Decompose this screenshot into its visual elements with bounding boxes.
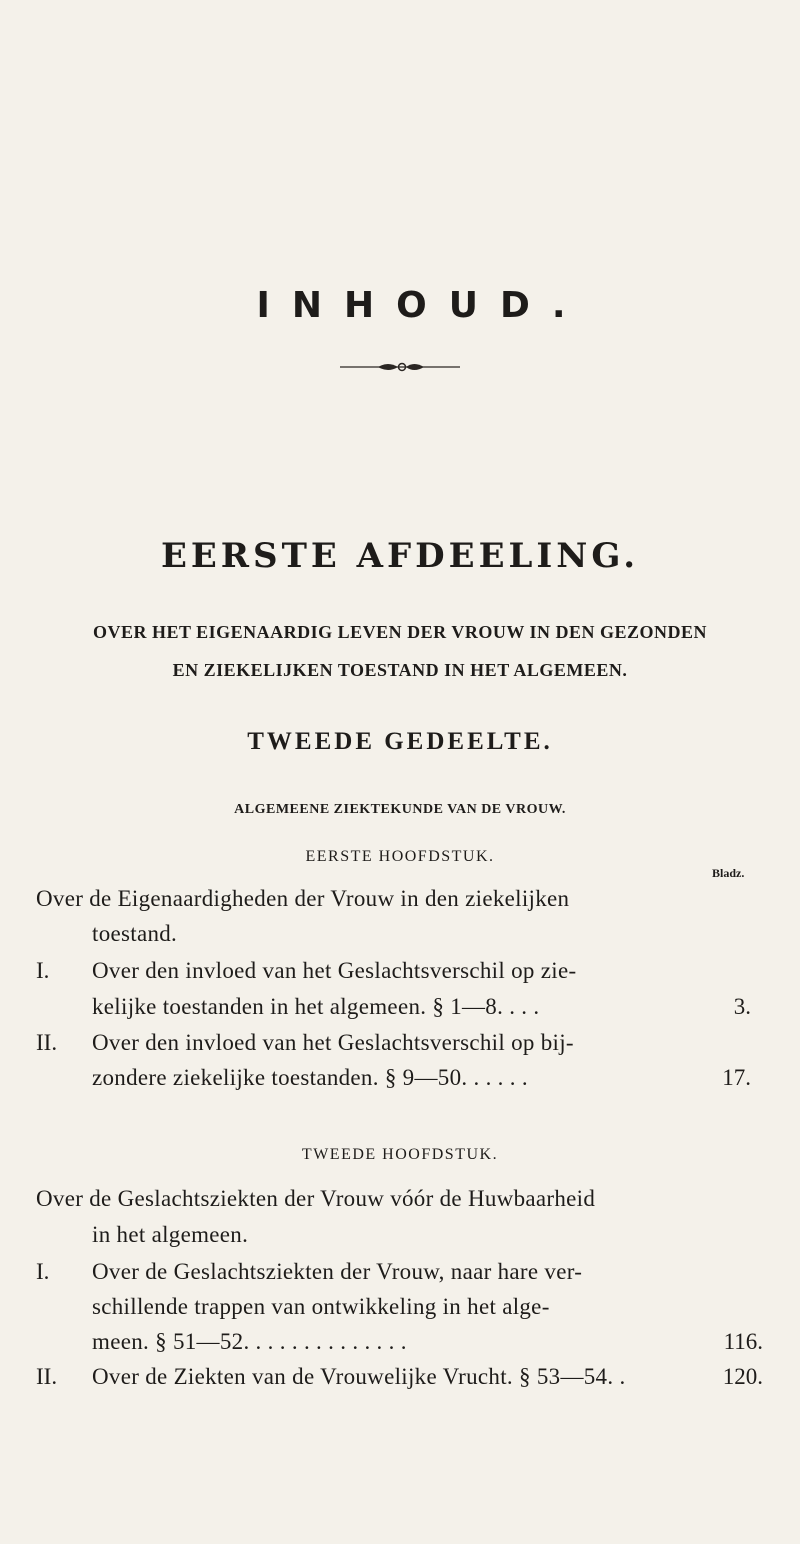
chapter-heading: EERSTE HOOFDSTUK. <box>305 848 495 865</box>
item-numeral: I. <box>36 1259 50 1284</box>
item-line2: kelijke toestanden in het algemeen. § 1—8. . . . <box>92 994 540 1019</box>
section-subtitle-line2: EN ZIEKELIJKEN TOESTAND IN HET ALGEMEEN. <box>172 660 628 680</box>
item-numeral: II. <box>36 1030 58 1055</box>
page-title: INHOUD. <box>256 285 588 326</box>
page-column-label: Bladz. <box>712 866 745 880</box>
item-numeral: I. <box>36 958 50 983</box>
chapter-heading: TWEEDE HOOFDSTUK. <box>301 1146 499 1163</box>
item-line2: schillende trappen van ontwikkeling in het alge- <box>92 1294 550 1319</box>
chapter-intro-line1: Over de Geslachtsziekten der Vrouw vóór de Huwbaarheid <box>36 1186 596 1211</box>
chapter-intro-line2: in het algemeen. <box>92 1222 249 1247</box>
chapter-intro-line2: toestand. <box>92 921 178 946</box>
item-line1: Over de Ziekten van de Vrouwelijke Vrucht. § 53—54. . <box>92 1364 626 1389</box>
part-heading: TWEEDE GEDEELTE. <box>247 728 553 755</box>
item-line1: Over den invloed van het Geslachtsverschil op zie- <box>92 958 577 983</box>
ornament-divider <box>340 360 460 374</box>
item-line2: zondere ziekelijke toestanden. § 9—50. . . . . . <box>92 1065 528 1090</box>
item-line3: meen. § 51—52. . . . . . . . . . . . . . <box>92 1329 407 1354</box>
item-numeral: II. <box>36 1364 58 1389</box>
item-line1: Over den invloed van het Geslachtsverschil op bij- <box>92 1030 574 1055</box>
chapter-intro-line1: Over de Eigenaardigheden der Vrouw in den ziekelijken <box>36 886 570 911</box>
section-subtitle-line1: OVER HET EIGENAARDIG LEVEN DER VROUW IN DEN GEZONDEN <box>92 622 708 642</box>
section-heading: EERSTE AFDEELING. <box>160 536 640 576</box>
item-line1: Over de Geslachtsziekten der Vrouw, naar hare ver- <box>92 1259 583 1284</box>
part-subtitle: ALGEMEENE ZIEKTEKUNDE VAN DE VROUW. <box>234 802 566 817</box>
item-page-number: 3. <box>733 994 751 1019</box>
item-page-number: 116. <box>723 1329 763 1354</box>
item-page-number: 120. <box>722 1364 763 1389</box>
item-page-number: 17. <box>722 1065 751 1090</box>
